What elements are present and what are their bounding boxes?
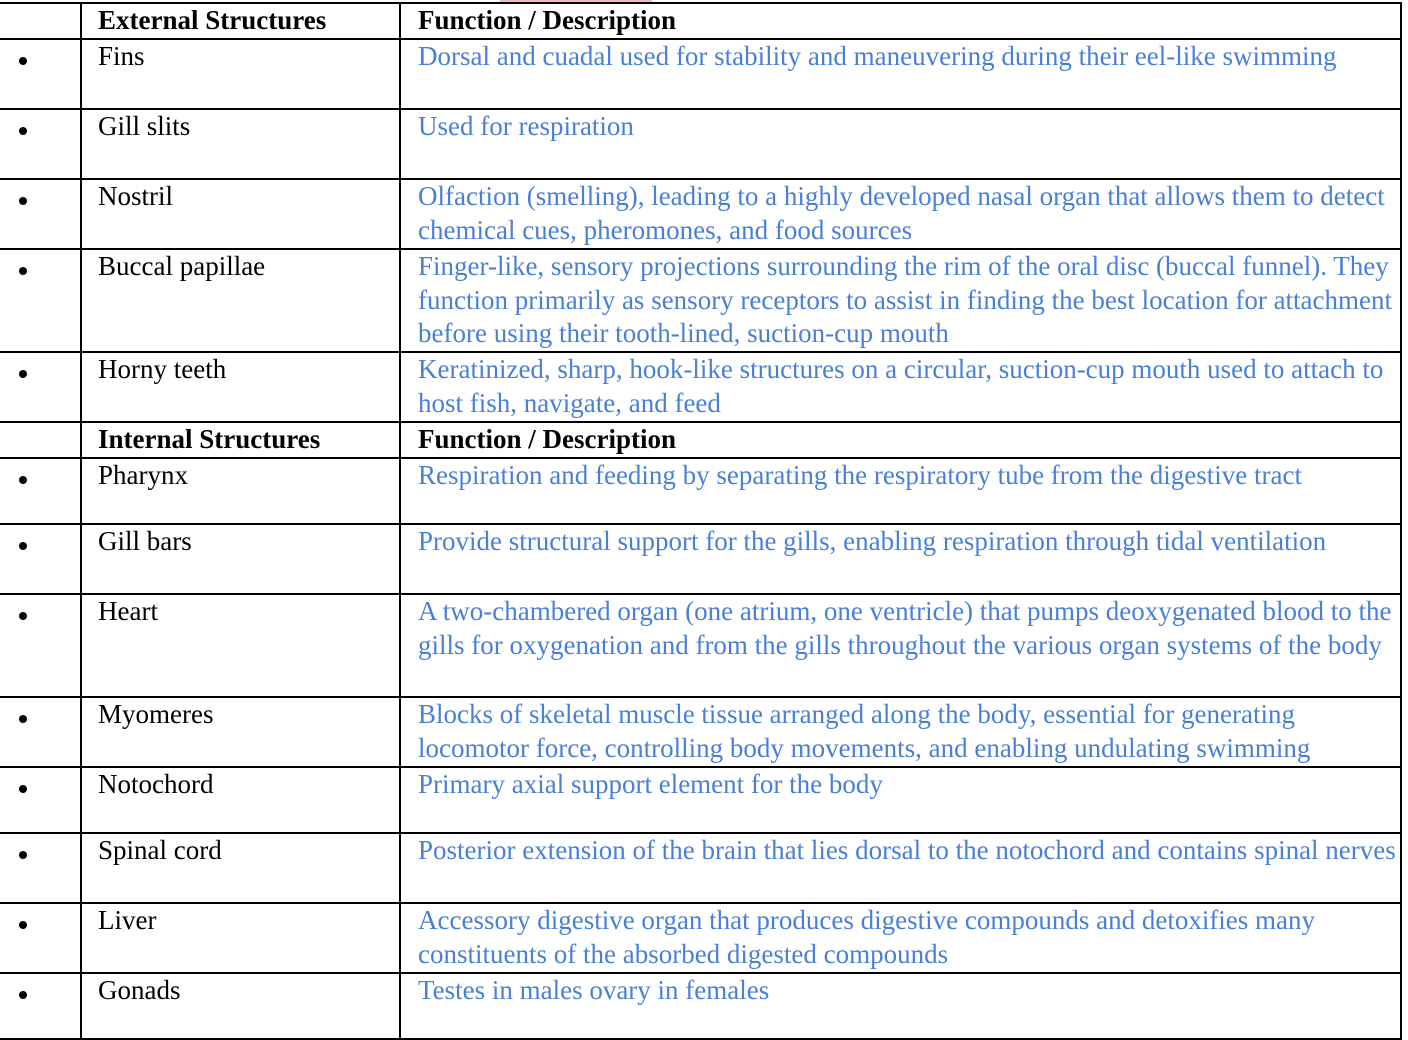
- bullet-icon: [19, 542, 27, 550]
- table-row: [0, 524, 1401, 594]
- table-row: [0, 39, 1401, 109]
- structure-description: Respiration and feeding by separating the respiratory tube from the digestive tract: [400, 458, 1401, 524]
- external-function-heading: Function / Description: [400, 3, 1401, 39]
- bullet-icon: [19, 127, 27, 135]
- structure-description: Olfaction (smelling), leading to a highly developed nasal organ that allows them to detect chemical cues, pheromones, and food sources: [400, 179, 1401, 249]
- bullet-icon: [19, 851, 27, 859]
- table-row: [0, 697, 1401, 767]
- bullet-icon: [19, 991, 27, 999]
- header-bullet-cell: [0, 422, 81, 458]
- structure-name: Horny teeth: [81, 352, 400, 422]
- structure-name: Pharynx: [81, 458, 400, 524]
- structure-name: Nostril: [81, 179, 400, 249]
- bullet-icon: [19, 921, 27, 929]
- table-row: [0, 833, 1401, 903]
- internal-structures-heading: Internal Structures: [81, 422, 400, 458]
- bullet-icon: [19, 612, 27, 620]
- external-header-row: [0, 3, 1401, 39]
- table-row: [0, 109, 1401, 179]
- header-bullet-cell: [0, 3, 81, 39]
- table-row: [0, 903, 1401, 973]
- table-row: [0, 594, 1401, 697]
- bullet-icon: [19, 715, 27, 723]
- table-row: [0, 767, 1401, 833]
- structure-description: Blocks of skeletal muscle tissue arranged along the body, essential for generating locomotor force, controlling body movements, and enabling undulating swimming: [400, 697, 1401, 767]
- external-structures-heading: External Structures: [81, 3, 400, 39]
- structure-name: Myomeres: [81, 697, 400, 767]
- structure-name: Liver: [81, 903, 400, 973]
- anatomy-table: [0, 2, 1402, 1040]
- structure-name: Fins: [81, 39, 400, 109]
- table-row: [0, 179, 1401, 249]
- table-row: [0, 458, 1401, 524]
- structure-description: Keratinized, sharp, hook-like structures on a circular, suction-cup mouth used to attach to host fish, navigate, and feed: [400, 352, 1401, 422]
- structure-description: Dorsal and cuadal used for stability and maneuvering during their eel-like swimming: [400, 39, 1401, 109]
- structure-name: Gill bars: [81, 524, 400, 594]
- bullet-icon: [19, 197, 27, 205]
- bullet-icon: [19, 370, 27, 378]
- internal-function-heading: Function / Description: [400, 422, 1401, 458]
- structure-description: Finger-like, sensory projections surrounding the rim of the oral disc (buccal funnel). They function primarily as sensory receptors to assist in finding the best location for attachment before using their tooth-lined, suction-cup mouth: [400, 249, 1401, 352]
- structure-description: Used for respiration: [400, 109, 1401, 179]
- table-row: [0, 973, 1401, 1039]
- structure-description: A two-chambered organ (one atrium, one ventricle) that pumps deoxygenated blood to the gills for oxygenation and from the gills throughout the various organ systems of the body: [400, 594, 1401, 697]
- structure-description: Posterior extension of the brain that lies dorsal to the notochord and contains spinal nerves: [400, 833, 1401, 903]
- structure-description: Accessory digestive organ that produces digestive compounds and detoxifies many constituents of the absorbed digested compounds: [400, 903, 1401, 973]
- bullet-icon: [19, 785, 27, 793]
- bullet-icon: [19, 267, 27, 275]
- structure-name: Spinal cord: [81, 833, 400, 903]
- bullet-icon: [19, 476, 27, 484]
- structure-name: Notochord: [81, 767, 400, 833]
- structure-name: Heart: [81, 594, 400, 697]
- structure-name: Buccal papillae: [81, 249, 400, 352]
- internal-header-row: [0, 422, 1401, 458]
- bullet-icon: [19, 57, 27, 65]
- structure-description: Provide structural support for the gills, enabling respiration through tidal ventilation: [400, 524, 1401, 594]
- structure-name: Gonads: [81, 973, 400, 1039]
- structure-description: Testes in males ovary in females: [400, 973, 1401, 1039]
- structure-name: Gill slits: [81, 109, 400, 179]
- table-row: [0, 352, 1401, 422]
- structure-description: Primary axial support element for the body: [400, 767, 1401, 833]
- table-row: [0, 249, 1401, 352]
